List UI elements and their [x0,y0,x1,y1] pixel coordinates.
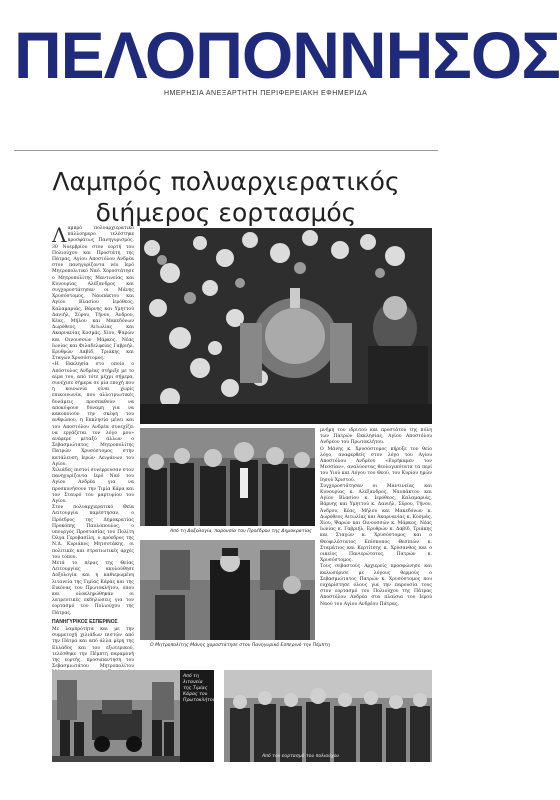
dropcap: Λ [52,223,67,247]
photo-relic-flowers [140,228,432,424]
article-headline [20,166,432,228]
section-subhead: ΠΑΝΗΓΥΡΙΚΟΣ ΕΣΠΕΡΙΝΟΣ [52,618,118,625]
paragraph: Στον πολυαρχιερατικό Θεία Λειτουργία παρέστησαν, ο Πρόεδρος της Δημοκρατίας Προκόπης Παυλόπουλος, ο υπουργός Προστασίας του Πολίτη Όλγα Γεροβασίλη, ο πρόεδρος της Ν.Δ. Κυριάκος Μητσοτάκης, οι πολιτικές και στρατιωτικές αρχές του τόπου. [52,505,134,560]
vespers-image [140,540,315,640]
paragraph: Χιλιάδες πιστοί συνέρρευσαν στον πανηγυρίζοντα Ιερό Ναό του Αγίου Ανδρέα για να προσκυνήσουν την Τιμία Κάρα και τον Σταυρό του μαρτυρίου του Αγίου. [52,467,134,504]
relic-flowers-image [140,228,432,424]
paragraph: Συγχοροστάτησαν οι Μαντινείας και Κυνουρίας κ. Αλέξανδρος, Ναυπάκτου και Αγίου Βλασίου κ. Ιερόθεος, Καλαμαριάς, Βάρνης και Υμηττού κ. Δανιήλ, Σύρου, Τήνου, Άνδρου, Κέας, Μήλου και Μακεδόνων κ. Δωρόθεος Αιτωλίας και Ακαρνανίας κ. Κοσμάς, Χίου, Ψαρών και Οινουσσών κ. Μάρκος, Νέας Ιωνίας κ. Γαβριήλ, Ερυθρών κ. Δαβίδ, Τριάκης και Σταγών κ. Χρυσόστομος και ο Θεοφιλέστατος Επίσκοπος Θεσπιών κ. Σταμάτιος και Κερτίτσης κ. Χρύσανθος και ο οικείος Πανιερώτατος, Πατρών κ. Χρυσόστομος. [320,483,432,564]
paragraph: «Η Εκκλησία στο οποίο ο Απόστολος Ανδρέας στήριξε με το αίμα του, από τότε μέχρι σήμερα, συνέχισε σήμερα σε μία εποχή που η κοινωνία είναι χωρίς επικοινωνία, που αλλοτριωτικές δυνάμεις προσπαθούν να αποκόψουν δύναμη για να κακοποιούν την σκέψη του ανθρώπου, η Εκκλησία μένει και του Αποστόλου Ανδρέα συνεχίζει να εργάζεται τον λόγο μου» ανέφερε μεταξύ άλλων ο Σεβασμιώτατος Μητροπολίτης Πατρών Χρυσόστομος στην κατάλευση Ιερών Λειψάνων του Αγίου. [52,362,134,467]
photo-procession [52,670,180,762]
paragraph: Τους σεβαστούς Αρχιερείς προσφώνησε και καλωσόρισε με λόγους θερμούς ο Σεβασμιώτατος Πατρών κ. Χρυσόστομος που ευχαρίστησε όλους για την παρουσία τους στον εορτασμό του Πολιούχου της Πάτρας Αποστόλου Ανδρέα στα πλαίσια του Ιερού Ναού του Αγίου Ανδρέου Πάτρας. [320,564,432,607]
headline-line-1: Λαμπρός πολυαρχιερατικός [52,167,400,196]
caption-doxology: Από τη Δοξολογία, παρουσία του Προέδρου της Δημοκρατίας [170,529,312,534]
newspaper-title: ΠΕΛΟΠΟΝΝΗΣΟΣ [14,18,560,92]
officials-image [140,428,315,526]
masthead [14,18,560,102]
photo-vespers [140,540,315,640]
caption-celebration: Από τον εορτασμό του πολιούχου [262,754,340,759]
celebration-image [224,670,432,762]
paragraph: Με λαμπρότητα και με την συμμετοχή χιλιάδων πιστών από την Πάτρα και από άλλα μέρη της Ελλάδος και του εξωτερικού, τελέσθηκε την Πέμπτη παραμονή της εορτής, προσυπαντηση του Σεβασμιωτάτου Μητροπολίτου [52,627,134,670]
newspaper-subtitle: ΗΜΕΡΗΣΙΑ ΑΝΕΞΑΡΤΗΤΗ ΠΕΡΙΦΕΡΕΙΑΚΗ ΕΦΗΜΕΡΙΔΑ [164,90,368,97]
caption-vespers: Ο Μητροπολίτης Μάνης χοροστάτησε στον Πανηγυρικό Εσπερινό την Πέμπτη [150,643,330,648]
photo-doxology-officials [140,428,315,526]
procession-image [52,670,180,762]
paragraph: Ο Μάνης κ. Χρυσόστομος κήρυξε τον θείο λόγο, αναφερθείς στον λόγο του Αγίου Αποστόλου Ανδρέου «Ευρήκαμεν τον Μεσσίαν», αναλύοντας θεολογικότατα τα περί του Υιού και Λόγου του Θεού, του Κυρίου ημών Ιησού Χριστού. [320,446,432,483]
paragraph: Μετά το πέρας της Θείας Λειτουργίας ακολούθησε Δοξολογία και η καθιερωμένη λιτανεία της Τιμίας Κάρας και της Εικόνας του Πρωτοκλήτου, όπου και ολοκληρώθηκαν οι λατρευτικές εκδηλώσεις για τον εορτασμό του Πολιούχου της Πάτρας. [52,560,134,616]
divider [14,150,438,151]
caption-box [180,670,214,762]
paragraph: μνήμη του ιδρυτού και προστάτου της πόλη των Πατρών Εκκλησίας, Αγίου Αποστόλου Ανδρέου του Πρωτοκλήτου. [320,428,432,446]
paragraph: αμπρό πολυαρχιερατικό πάλλοημερο τελέστηκε προσφάτως Πανηγυρισμός. 30 Νοεμβρίου στον εορτή του Πολιούχου και Προστάτη της Πάτρας, Αγίου Αποστόλου Ανδρέα στον πανηγυρίζοντα νέο Ιερό Μητροπολιτικό Ναό. Χοροστάτησε ο Μητροπολίτης Μαντινείας και Κυνουρίας Αλέξανδρος και συγχοροστάτησαν οι Μάνης Χρυσόστομος, Ναυπάκτου και Αγίου Βλασίου Ιερόθεος, Καλαμαριάς, Βάρνης και Υμηττού Δανιήλ, Σύρου, Τήνου, Άνδρου, Κέας, Μήλου και Μακεδόνων Δωρόθεος, Αιτωλίας και Ακαρνανίας Κοσμάς, Χίου, Ψαρών και Οινουσσών Μάρκος, Νέας Ιωνίας και Φιλαδελφείας Γαβριήλ, Ερυθρών Δαβίδ, Τριάκης και Σταγών Χρυσόστομος. [52,226,134,362]
caption-procession: Από τη λιτανεία της Τιμίας Κάρας του Πρωτοκλήτου [183,674,216,703]
article-column-1 [52,223,134,670]
headline-line-2: διήμερος εορτασμός [95,198,357,227]
photo-celebration [224,670,432,762]
